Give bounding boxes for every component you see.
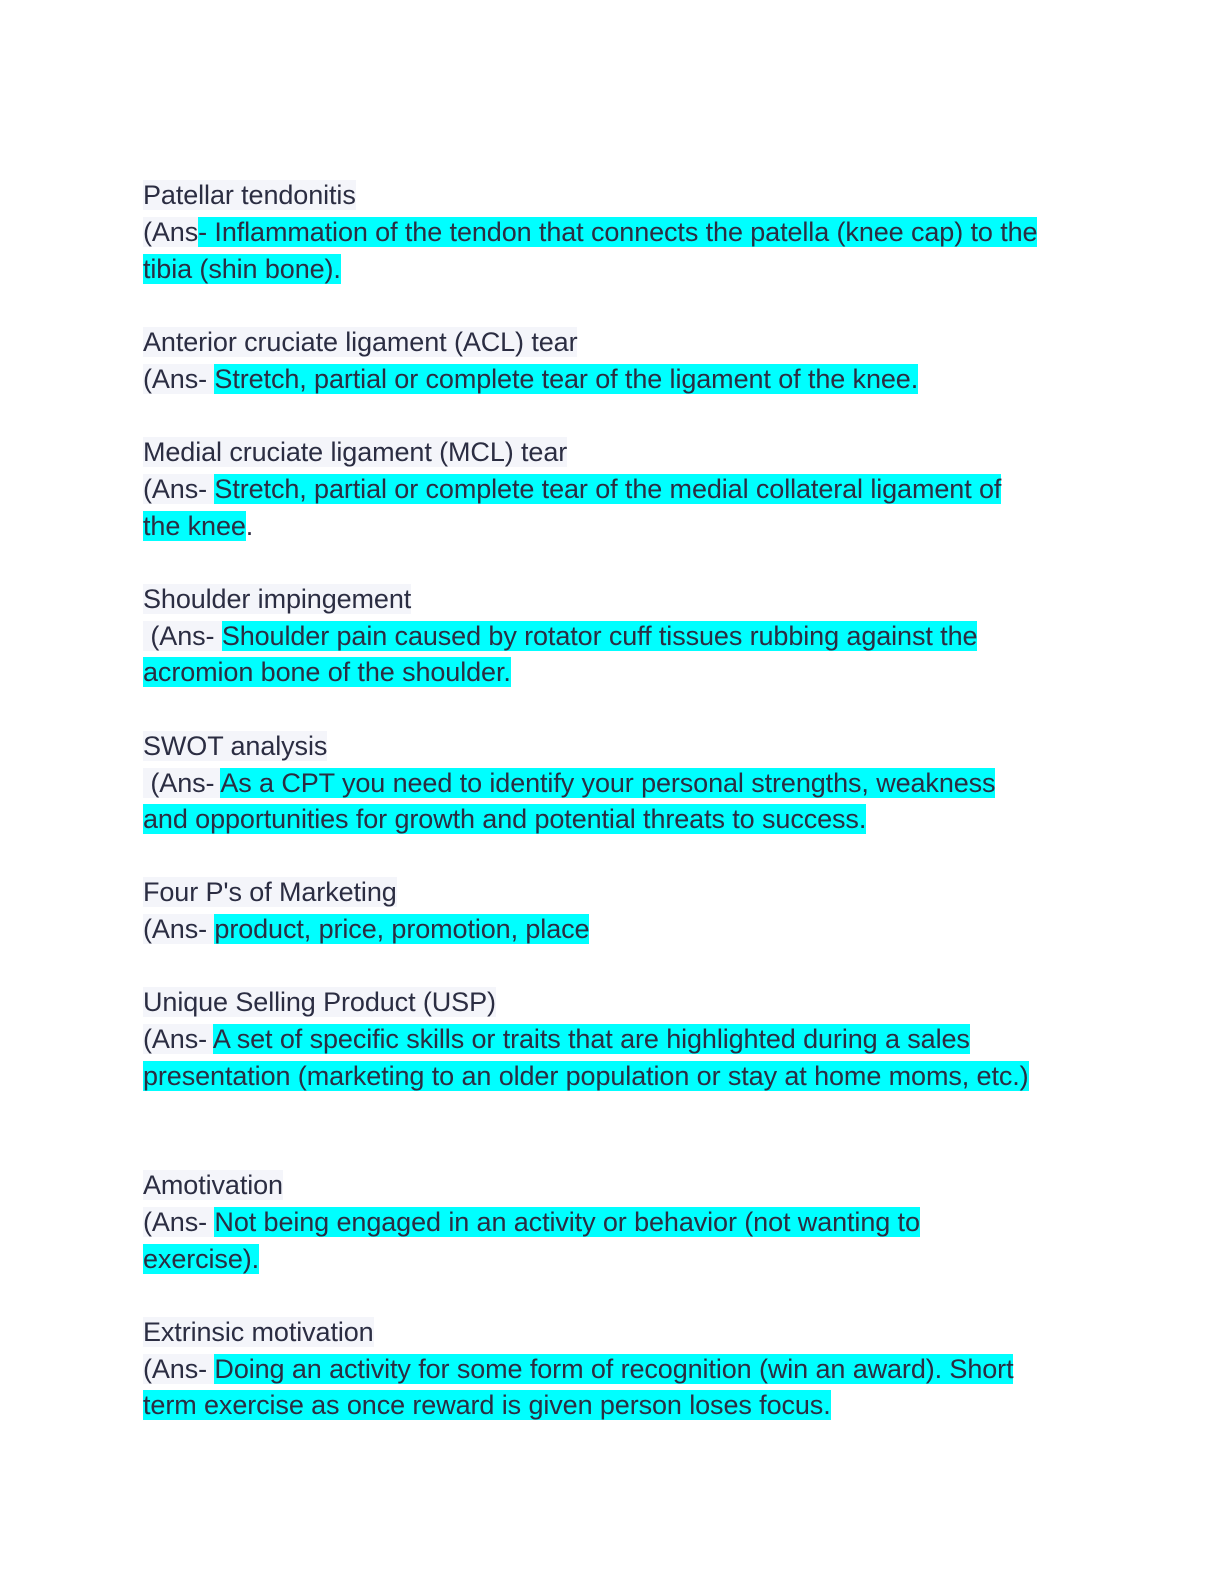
entry-term: Shoulder impingement (143, 584, 412, 614)
entry-term: Anterior cruciate ligament (ACL) tear (143, 327, 578, 357)
entry-answer-line (143, 1058, 1029, 1094)
entry-term: Extrinsic motivation (143, 1317, 374, 1347)
entry-answer-line: the knee. (143, 511, 254, 541)
entry-term: Amotivation (143, 1170, 283, 1200)
answer-highlight: Stretch, partial or complete tear of the ligament of the knee. (214, 364, 919, 394)
answer-highlight: presentation (marketing to an older population or stay at home moms, etc.) (143, 1061, 1029, 1091)
answer-highlight: Shoulder pain caused by rotator cuff tissues rubbing against the (221, 621, 978, 651)
answer-highlight: A set of specific skills or traits that are highlighted during a sales (212, 1024, 970, 1054)
entry-answer-line (143, 801, 866, 837)
answer-highlight: and opportunities for growth and potential threats to success. (143, 804, 867, 834)
answer-highlight: Doing an activity for some form of recognition (win an award). Short (214, 1354, 1014, 1384)
answer-highlight: exercise). (143, 1244, 260, 1274)
answer-highlight: - Inflammation of the tendon that connects the patella (knee cap) to the (198, 217, 1038, 247)
entry-answer-line (143, 654, 511, 690)
entry-term: Four P's of Marketing (143, 877, 397, 907)
entry-answer-line: (Ans- Stretch, partial or complete tear of the ligament of the knee. (143, 364, 919, 394)
entry-answer-line: (Ans- As a CPT you need to identify your personal strengths, weakness (143, 768, 996, 798)
entry-answer-line: (Ans- Shoulder pain caused by rotator cuff tissues rubbing against the (143, 621, 978, 651)
entry-term: Unique Selling Product (USP) (143, 987, 496, 1017)
entry-answer-line: (Ans- Inflammation of the tendon that connects the patella (knee cap) to the (143, 217, 1038, 247)
answer-highlight: acromion bone of the shoulder. (143, 657, 511, 687)
entry-answer-line: (Ans- product, price, promotion, place (143, 914, 590, 944)
answer-highlight: the knee (143, 511, 246, 541)
entry-answer-line: (Ans- Doing an activity for some form of recognition (win an award). Short (143, 1354, 1014, 1384)
entry-term: SWOT analysis (143, 731, 328, 761)
answer-highlight: term exercise as once reward is given person loses focus. (143, 1390, 831, 1420)
answer-highlight: tibia (shin bone). (143, 254, 341, 284)
answer-highlight: Not being engaged in an activity or behavior (not wanting to (214, 1207, 920, 1237)
answer-highlight: Stretch, partial or complete tear of the medial collateral ligament of (214, 474, 1002, 504)
answer-highlight: product, price, promotion, place (214, 914, 590, 944)
entry-answer-line (143, 1387, 831, 1423)
entry-term: Medial cruciate ligament (MCL) tear (143, 437, 568, 467)
entry-answer-line: (Ans- A set of specific skills or traits that are highlighted during a sales (143, 1024, 970, 1054)
entry-answer-line: (Ans- Stretch, partial or complete tear of the medial collateral ligament of (143, 474, 1002, 504)
entry-answer-line (143, 251, 341, 287)
entry-term: Patellar tendonitis (143, 180, 356, 210)
entry-answer-line (143, 1241, 259, 1277)
answer-highlight: As a CPT you need to identify your personal strengths, weakness (220, 768, 996, 798)
entry-answer-line: (Ans- Not being engaged in an activity or behavior (not wanting to (143, 1207, 920, 1237)
